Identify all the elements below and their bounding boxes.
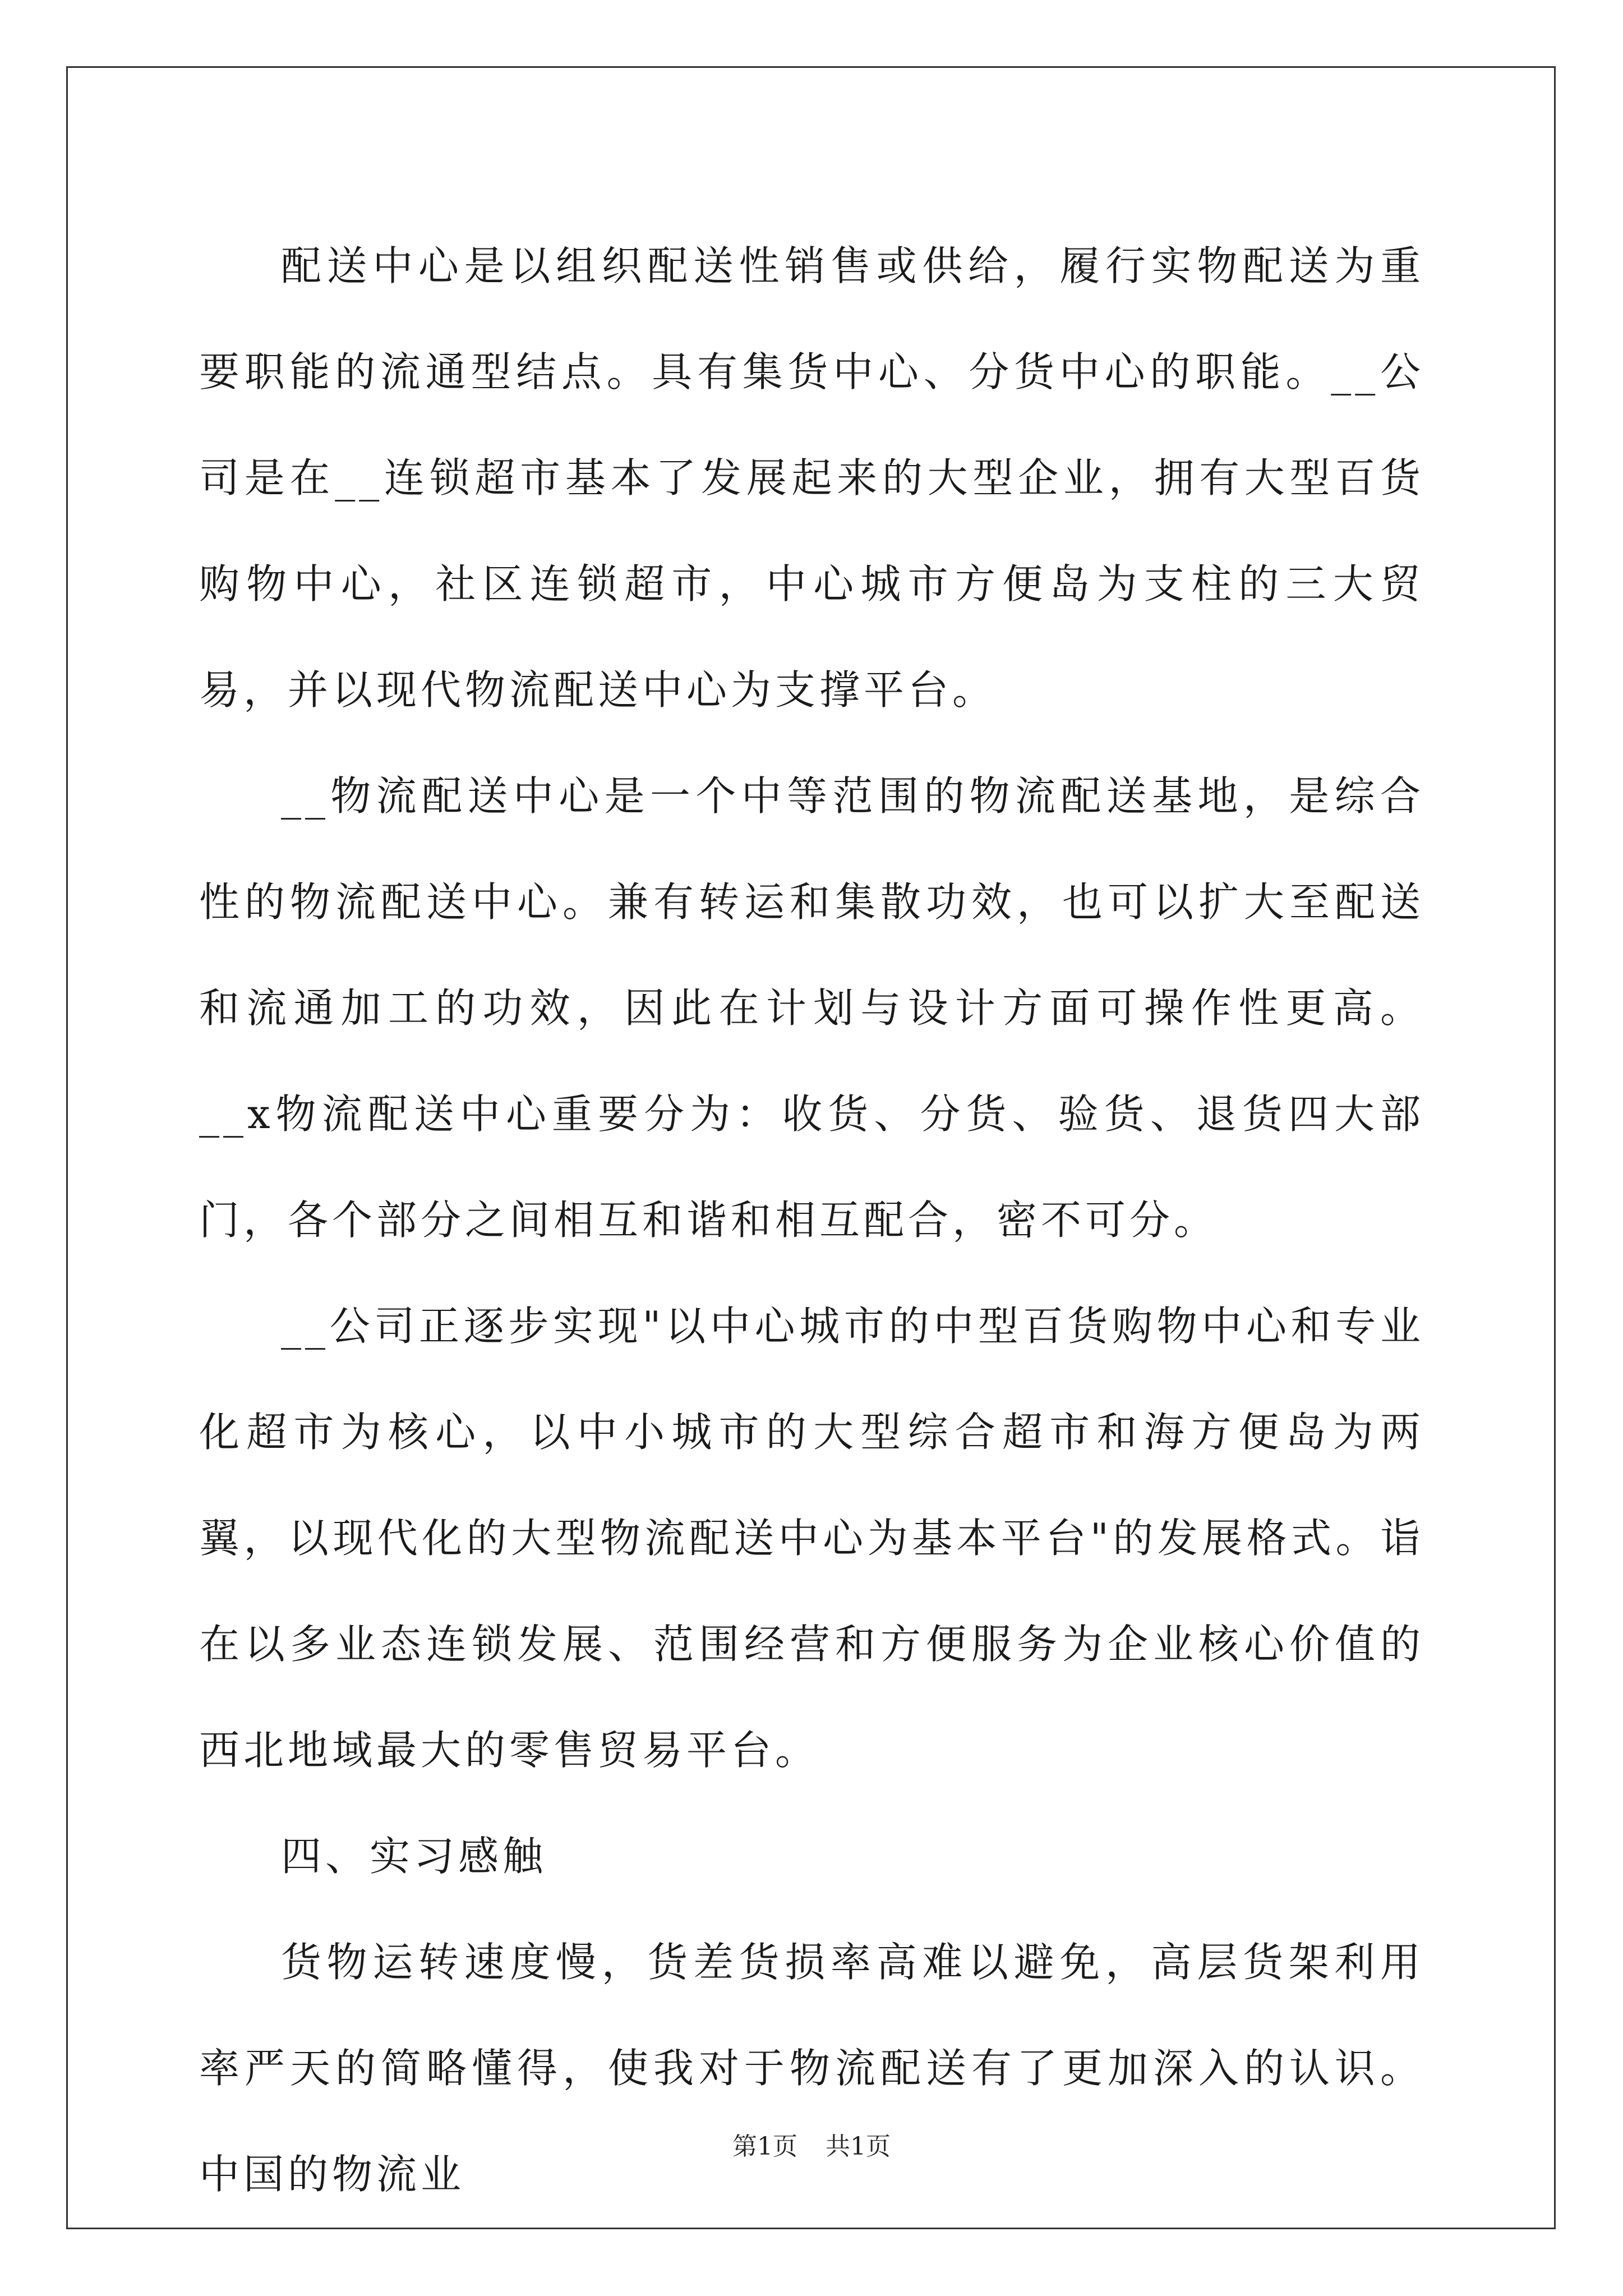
page-footer xyxy=(0,2126,1623,2162)
paragraph-distribution-center-intro: 配送中心是以组织配送性销售或供给，履行实物配送为重要职能的流通型结点。具有集货中心、分货中心的职能。__公司是在__连锁超市基本了发展起来的大型企业，拥有大型百货购物中心，社区连锁超市，中心城市方便岛为支柱的三大贸易，并以现代物流配送中心为支撑平台。 xyxy=(199,242,1424,714)
paragraph-reflection: 货物运转速度慢，货差货损率高难以避免，高层货架利用率严天的简略懂得，使我对于物流配送有了更加深入的认识。中国的物流业 xyxy=(199,1939,1424,2198)
section-heading-internship-reflection: 四、实习感触 xyxy=(281,1833,547,1880)
paragraph-logistics-center-scope: __物流配送中心是一个中等范围的物流配送基地，是综合性的物流配送中心。兼有转运和集散功效，也可以扩大至配送和流通加工的功效，因此在计划与设计方面可操作性更高。__x物流配送中心重要分为：收货、分货、验货、退货四大部门，各个部分之间相互和谐和相互配合，密不可分。 xyxy=(199,772,1424,1244)
page-number: 第1页 xyxy=(732,2132,797,2161)
page-total: 共1页 xyxy=(826,2132,891,2161)
document-body xyxy=(199,213,1424,2228)
paragraph-company-strategy: __公司正逐步实现"以中心城市的中型百货购物中心和专业化超市为核心，以中小城市的大型综合超市和海方便岛为两翼，以现代化的大型物流配送中心为基本平台"的发展格式。诣在以多业态连锁发展、范围经营和方便服务为企业核心价值的西北地域最大的零售贸易平台。 xyxy=(199,1303,1424,1774)
